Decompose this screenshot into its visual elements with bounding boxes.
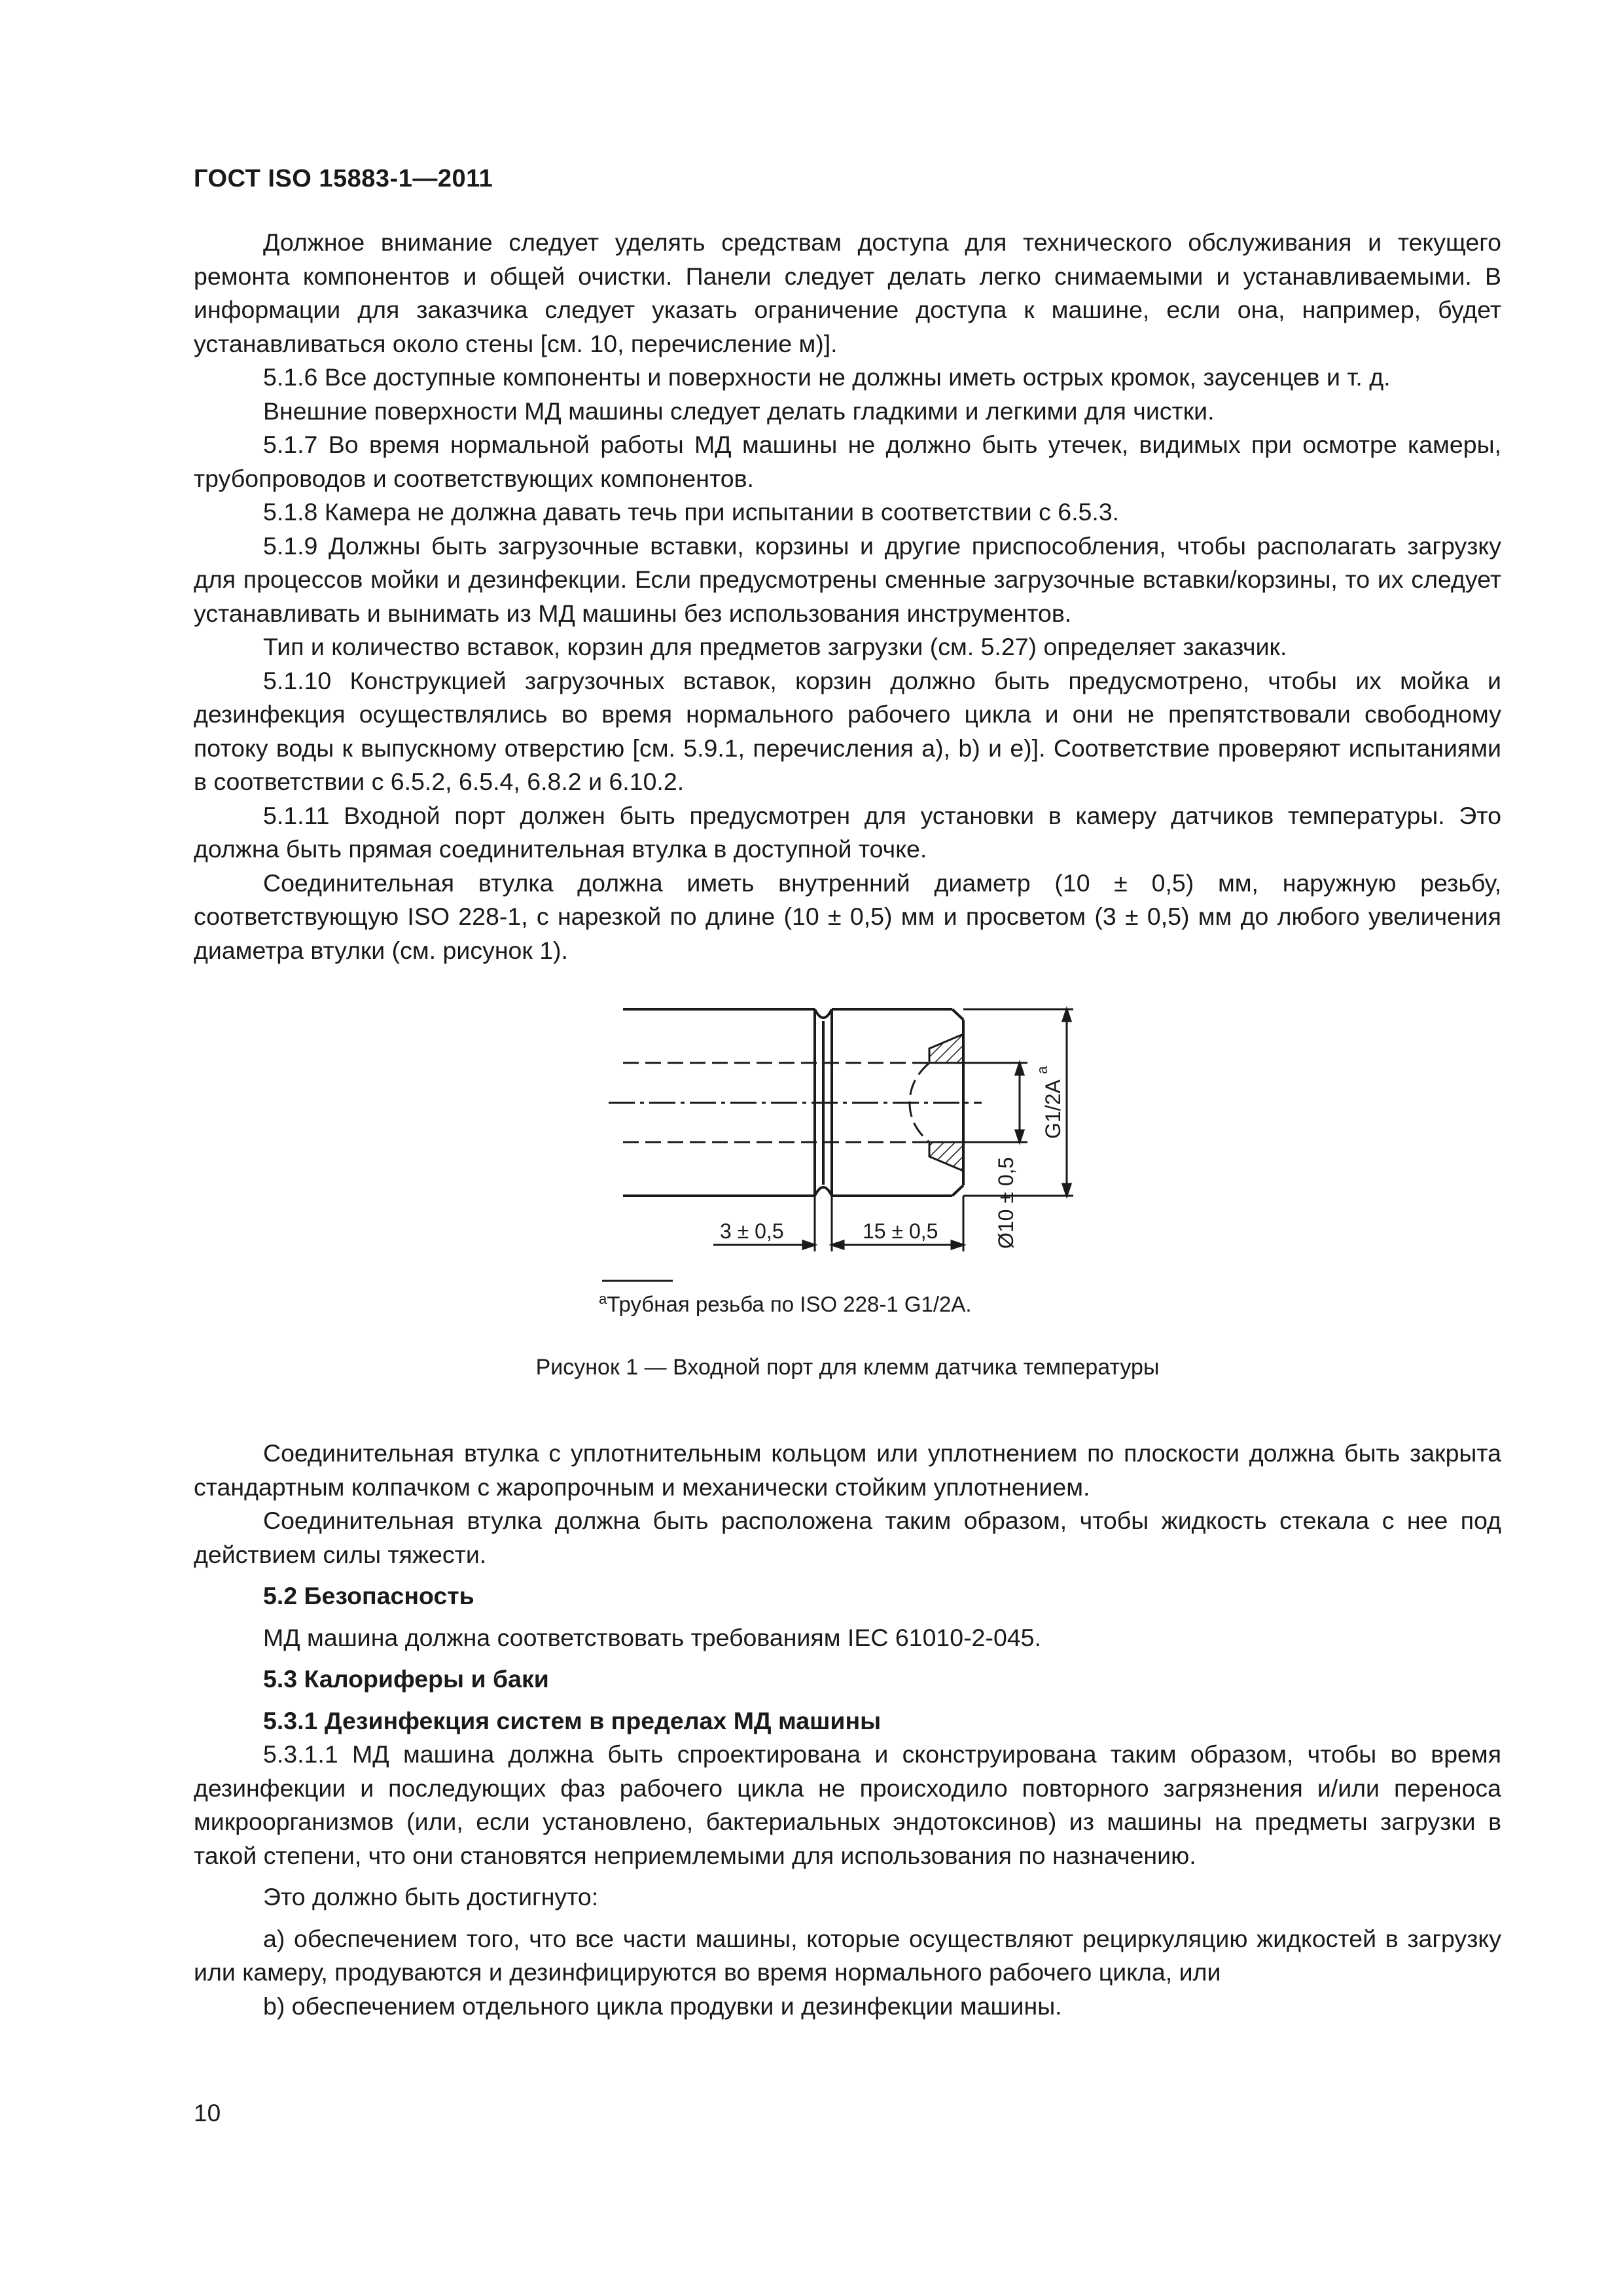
- list-item-a: a) обеспечением того, что все части машины, которые осуществляют рециркуляцию жидкостей в загрузку или камеру, продуваются и дезинфицируются во время нормального рабочего цикла, или: [194, 1924, 1501, 1986]
- figure-1-drawing: [602, 995, 1099, 1335]
- figure-footnote: [599, 1291, 972, 1317]
- paragraph-5-1-7: 5.1.7 Во время нормальной работы МД машины не должно быть утечек, видимых при осмотре камеры, трубопроводов и соответствующих компонентов.: [194, 431, 1501, 492]
- dim-thread-length-label: 15 ± 0,5: [863, 1219, 938, 1243]
- paragraph-5-1-8: 5.1.8 Камера не должна давать течь при испытании в соответствии с 6.5.3.: [263, 498, 1120, 526]
- dim-diameter-label: Ø10 ± 0,5: [994, 1157, 1018, 1249]
- section-heading-5-3-1: 5.3.1 Дезинфекция систем в пределах МД машины: [263, 1706, 882, 1734]
- paragraph: Соединительная втулка должна быть расположена таким образом, чтобы жидкость стекала с нее под действием силы тяжести.: [194, 1507, 1501, 1568]
- dimension-diameter: [963, 1063, 1027, 1142]
- figure-caption: Рисунок 1 — Входной порт для клемм датчика температуры: [535, 1355, 1160, 1380]
- paragraph: Тип и количество вставок, корзин для предметов загрузки (см. 5.27) определяет заказчик.: [263, 633, 1287, 660]
- section-heading-5-2: 5.2 Безопасность: [263, 1582, 474, 1609]
- paragraph: Соединительная втулка должна иметь внутренний диаметр (10 ± 0,5) мм, наружную резьбу, соответствующую ISO 228-1, с нарезкой по длине (10 ± 0,5) мм и просветом (3 ± 0,5) мм до любого увеличения диаметра втулки (см. рисунок 1).: [194, 869, 1501, 964]
- section-heading-5-3: 5.3 Калориферы и баки: [263, 1665, 549, 1693]
- body-text-top: [194, 226, 1501, 967]
- dim-thread-size-label: G1/2A: [1041, 1079, 1065, 1139]
- paragraph: Соединительная втулка с уплотнительным кольцом или уплотнением по плоскости должна быть закрыта стандартным колпачком с жаропрочным и механически стойким уплотнением.: [194, 1439, 1501, 1501]
- paragraph-5-1-6: 5.1.6 Все доступные компоненты и поверхности не должны иметь острых кромок, заусенцев и т. д.: [263, 363, 1391, 391]
- paragraph: МД машина должна соответствовать требованиям IEC 61010-2-045.: [263, 1623, 1041, 1651]
- paragraph: Это должно быть достигнуто:: [263, 1883, 599, 1910]
- page-number: 10: [194, 2100, 221, 2126]
- footnote-text: Трубная резьба по ISO 228-1 G1/2A.: [607, 1292, 972, 1316]
- section-hatch-bottom: [929, 1142, 963, 1171]
- paragraph: Внешние поверхности МД машины следует делать гладкими и легкими для чистки.: [263, 397, 1215, 425]
- paragraph-5-1-9: 5.1.9 Должны быть загрузочные вставки, корзины и другие приспособления, чтобы располагать загрузку для процессов мойки и дезинфекции. Если предусмотрены сменные загрузочные вставки/корзины, то их следует устанавливать и вынимать из МД машины без использования инструментов.: [194, 531, 1501, 627]
- footnote-mark: a: [599, 1291, 607, 1307]
- section-hatch-top: [929, 1034, 963, 1063]
- paragraph-5-3-1-1: 5.3.1.1 МД машина должна быть спроектирована и сконструирована таким образом, чтобы во время дезинфекции и последующих фаз рабочего цикла не происходило повторного загрязнения и/или переноса микроорганизмов (или, если установлено, бактериальных эндотоксинов) из машины на предметы загрузки в такой степени, что они становятся неприемлемыми для использования по назначению.: [194, 1740, 1501, 1869]
- document-header: ГОСТ ISO 15883-1—2011: [194, 165, 493, 192]
- list-item-b: b) обеспечением отдельного цикла продувки и дезинфекции машины.: [263, 1992, 1062, 2020]
- dim-thread-size-mark: a: [1034, 1066, 1050, 1074]
- body-text-bottom: [194, 1437, 1501, 2023]
- paragraph-5-1-10: 5.1.10 Конструкцией загрузочных вставок, корзин должно быть предусмотрено, чтобы их мойка и дезинфекция осуществлялись во время нормального рабочего цикла и они не препятствовали свободному потоку воды к выпускному отверстию [см. 5.9.1, перечисления a), b) и e)]. Соответствие проверяют испытаниями в соответствии с 6.5.2, 6.5.4, 6.8.2 и 6.10.2.: [194, 666, 1501, 795]
- dim-gap-label: 3 ± 0,5: [720, 1219, 784, 1243]
- paragraph: Должное внимание следует уделять средствам доступа для технического обслуживания и текущего ремонта компонентов и общей очистки. Панели следует делать легко снимаемыми и устанавливаемыми. В информации для заказчика следует указать ограничение доступа к машине, если она, например, будет устанавливаться около стены [см. 10, перечисление м)].: [194, 228, 1501, 357]
- paragraph-5-1-11: 5.1.11 Входной порт должен быть предусмотрен для установки в камеру датчиков температуры. Это должна быть прямая соединительная втулка в доступной точке.: [194, 801, 1501, 863]
